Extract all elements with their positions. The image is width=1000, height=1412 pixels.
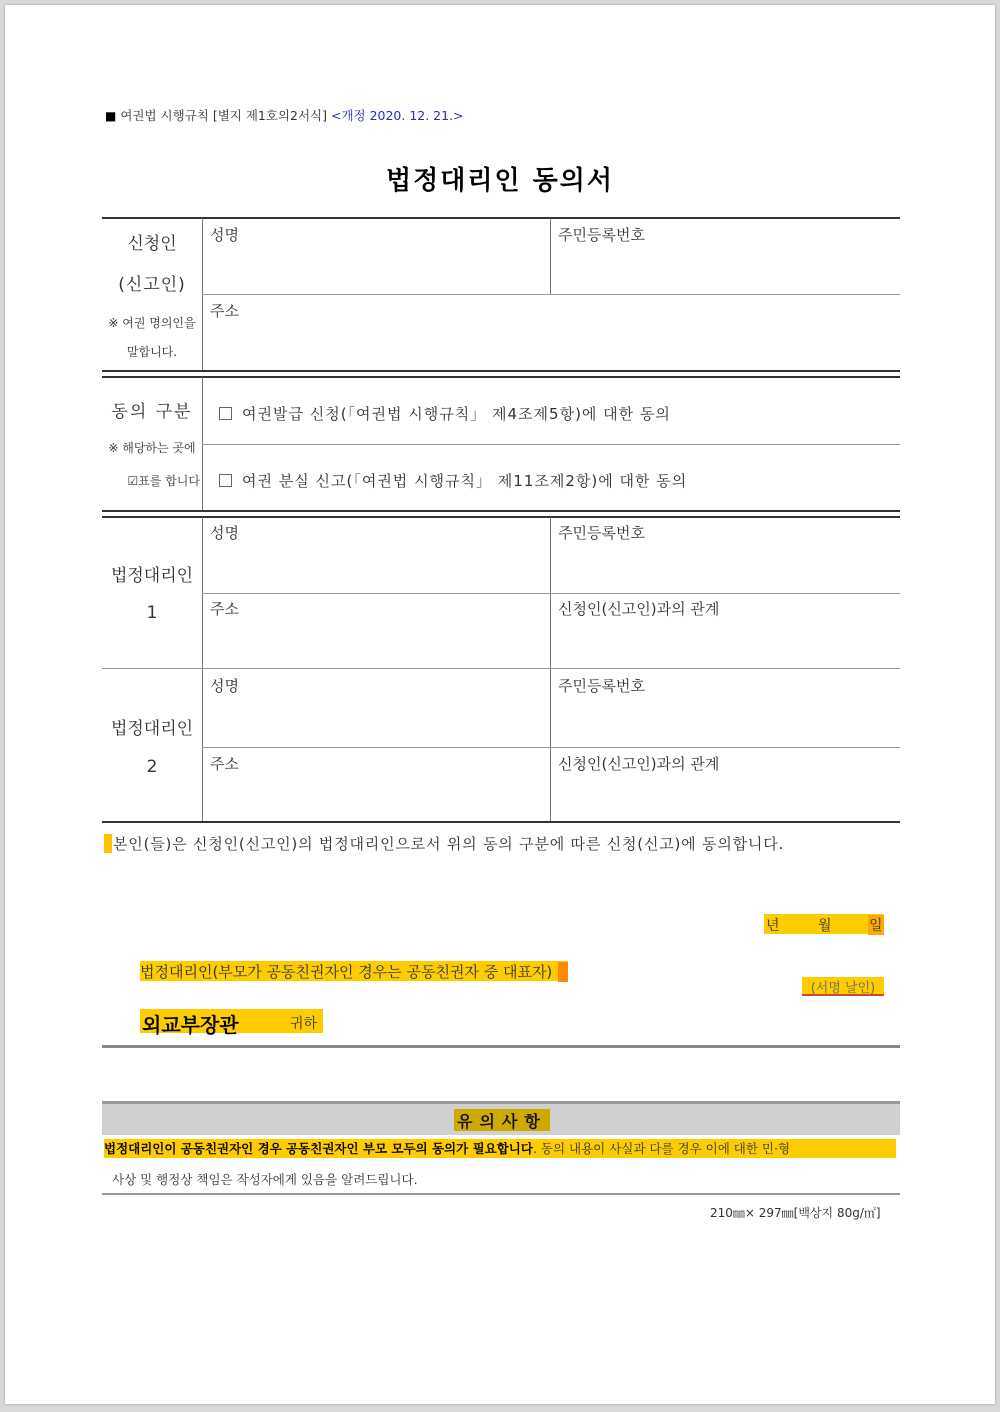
recipient-name: 외교부장관	[142, 1013, 239, 1037]
consent-note-2: ☑표를 합니다	[127, 474, 200, 488]
option-label: 여권발급 신청(「여권법 시행규칙」 제4조제5항)에 대한 동의	[242, 405, 671, 423]
section-divider	[102, 370, 900, 372]
row-divider	[202, 294, 900, 295]
rep1-name-field[interactable]	[203, 544, 549, 591]
notice-line-2: 사상 및 행정상 책임은 작성자에게 있음을 알려드립니다.	[112, 1172, 418, 1187]
notice-line-1	[104, 1139, 896, 1158]
divider	[102, 1193, 900, 1195]
consent-option-passport-issue[interactable]	[219, 403, 671, 424]
rep2-name-field[interactable]	[203, 697, 549, 745]
applicant-side-label-sub: (신고인)	[118, 275, 186, 295]
revision-date: <개정 2020. 12. 21.>	[330, 108, 464, 123]
applicant-address-field[interactable]	[203, 322, 899, 368]
rep2-relation-field[interactable]	[551, 775, 899, 819]
black-square-icon: ■	[105, 109, 117, 123]
rep2-number: 2	[146, 757, 158, 777]
rep1-name-label: 성명	[210, 524, 239, 542]
row-divider	[202, 444, 900, 445]
applicant-address-label: 주소	[210, 302, 239, 320]
consent-option-loss-report[interactable]	[219, 470, 687, 491]
rep1-relation-label: 신청인(신고인)과의 관계	[558, 600, 720, 618]
notice-text: . 동의 내용이 사실과 다를 경우 이에 대한 민·형	[532, 1141, 791, 1156]
consent-note: ※ 해당하는 곳에	[108, 441, 196, 455]
rep1-relation-field[interactable]	[551, 620, 899, 666]
rep2-address-field[interactable]	[203, 775, 549, 819]
applicant-note-2: 말합니다.	[126, 345, 178, 359]
applicant-name-field[interactable]	[203, 246, 549, 292]
applicant-side-label: 신청인	[127, 234, 177, 254]
section-divider	[102, 516, 900, 518]
form-reference	[105, 106, 464, 124]
signer-text: 법정대리인(부모가 공동친권자인 경우는 공동친권자 중 대표자)	[140, 963, 553, 981]
date-year-label: 년	[766, 918, 780, 934]
checkbox[interactable]	[219, 407, 232, 420]
applicant-rrn-label: 주민등록번호	[558, 226, 645, 244]
checkbox[interactable]	[219, 474, 232, 487]
notice-heading: 유의사항	[454, 1109, 550, 1131]
notice-header	[102, 1101, 900, 1135]
consent-statement	[104, 833, 784, 854]
form-ref-text: 여권법 시행규칙 [별지 제1호의2서식]	[120, 108, 327, 123]
rep1-address-field[interactable]	[203, 620, 549, 666]
rep1-number: 1	[146, 603, 158, 623]
applicant-rrn-field[interactable]	[551, 246, 899, 292]
section-divider	[102, 376, 900, 378]
rep2-rrn-field[interactable]	[551, 697, 899, 745]
rep1-side-label: 법정대리인	[110, 566, 194, 586]
rep2-address-label: 주소	[210, 755, 239, 773]
rep2-rrn-label: 주민등록번호	[558, 677, 645, 695]
date-month-label: 월	[818, 918, 832, 934]
paper-spec: 210㎜× 297㎜[백상지 80g/㎡]	[710, 1206, 881, 1220]
rep1-address-label: 주소	[210, 600, 239, 618]
table-border-bottom	[102, 821, 900, 823]
applicant-note: ※ 여권 명의인을	[108, 316, 196, 330]
signer-label	[140, 961, 568, 981]
rep2-relation-label: 신청인(신고인)과의 관계	[558, 755, 720, 773]
section-divider	[102, 510, 900, 512]
rep1-rrn-label: 주민등록번호	[558, 524, 645, 542]
signature-seal-field[interactable]: (서명 날인)	[802, 977, 884, 996]
row-divider	[102, 668, 900, 669]
option-label: 여권 분실 신고(「여권법 시행규칙」 제11조제2항)에 대한 동의	[242, 472, 688, 490]
page-title: 법정대리인 동의서	[386, 166, 614, 196]
recipient	[140, 1009, 323, 1037]
rep1-rrn-field[interactable]	[551, 544, 899, 591]
date-line[interactable]	[764, 914, 884, 934]
applicant-name-label: 성명	[210, 226, 239, 244]
rep2-side-label: 법정대리인	[110, 719, 194, 739]
recipient-honorific: 귀하	[290, 1016, 318, 1032]
date-day-label: 일	[868, 915, 884, 935]
row-divider	[202, 747, 900, 748]
divider	[102, 1045, 900, 1048]
row-divider	[202, 593, 900, 594]
rep2-name-label: 성명	[210, 677, 239, 695]
highlight-marker	[558, 962, 568, 982]
statement-text: 본인(들)은 신청인(신고인)의 법정대리인으로서 위의 동의 구분에 따른 신청(신고)에 동의합니다.	[113, 835, 785, 853]
table-border-top	[102, 217, 900, 219]
consent-side-label: 동의 구분	[111, 402, 193, 422]
notice-bold-text: 법정대리인이 공동친권자인 경우 공동친권자인 부모 모두의 동의가 필요합니다	[104, 1141, 533, 1156]
highlight-marker	[104, 834, 112, 853]
